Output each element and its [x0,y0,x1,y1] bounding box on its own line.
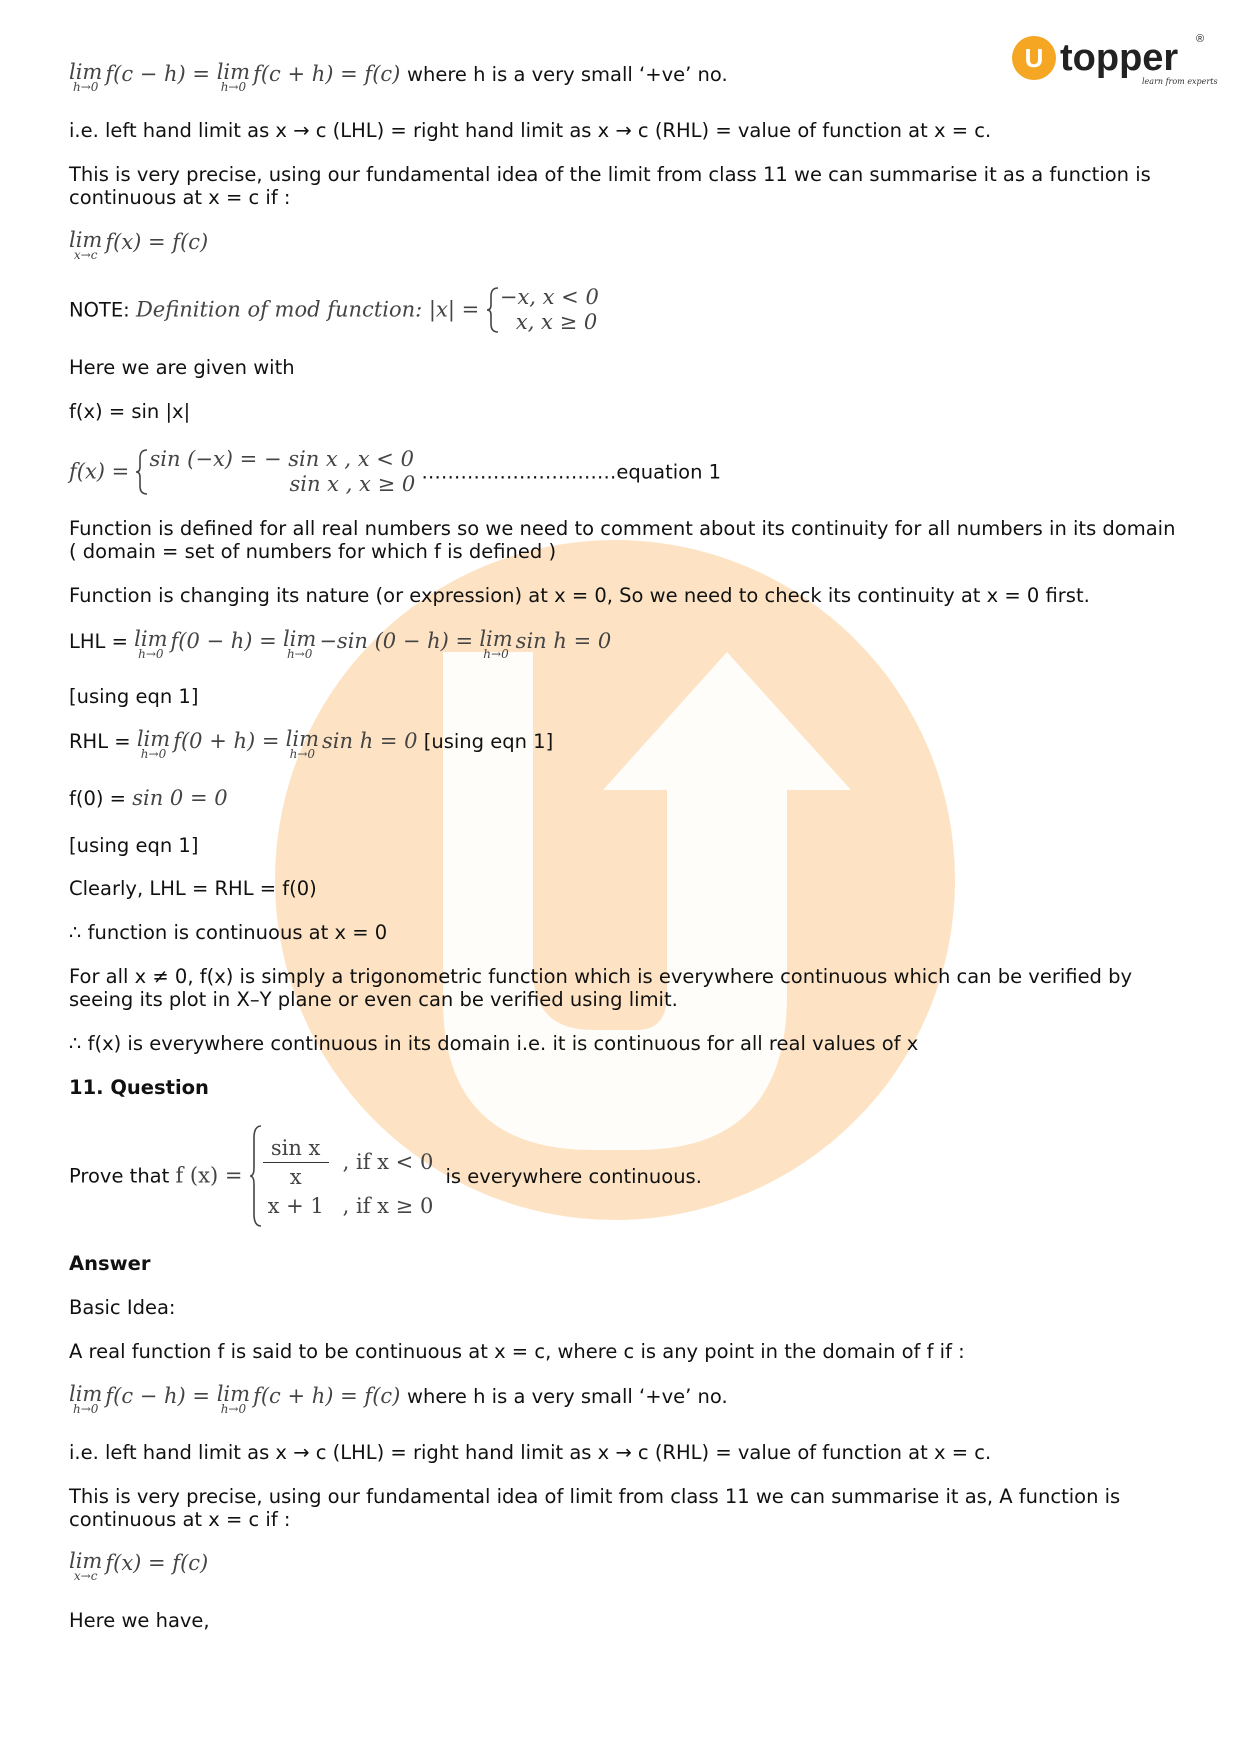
paragraph: A real function f is said to be continuous at x = c, where c is any point in the domain of f if : [69,1340,965,1363]
paragraph: Function is defined for all real numbers so we need to comment about its continuity for all numbers in its domain ( domain = set of numbers for which f is defined ) [69,517,1176,563]
paragraph: ∴ f(x) is everywhere continuous in its domain i.e. it is continuous for all real values of x [69,1032,919,1055]
equation-1: f(x) = sin (−x) = − sin x , x < 0 sin x , x ≥ 0 …………………………equation 1 [69,447,722,496]
limit-fx-equation: lim x→c f(x) = f(c) [69,228,209,262]
lhl-line: LHL = lim h→0 f(0 − h) = lim h→0 −sin (0 − h) = lim h→0 sin h = 0 [69,627,612,661]
paragraph: i.e. left hand limit as x → c (LHL) = right hand limit as x → c (RHL) = value of function at x = c. [69,119,992,142]
question-statement: Prove that f (x) = $\frac{\text{sin x}}{x}$ , if x < 0 x + 1 , if x ≥ 0 is everywhere continuous. [69,1124,1179,1228]
paragraph: i.e. left hand limit as x → c (LHL) = right hand limit as x → c (RHL) = value of function at x = c. [69,1441,992,1464]
left-brace-icon [249,1124,263,1228]
paragraph: This is very precise, using our fundamental idea of limit from class 11 we can summarise it as, A function is continuous at x = c if : [69,1485,1121,1531]
equation-label: …………………………equation 1 [421,460,722,484]
brand-logo [1012,30,1218,92]
limit-fx-equation: lim x→c f(x) = f(c) [69,1549,209,1583]
left-brace-icon [135,448,149,496]
question-heading: 11. Question [69,1076,209,1099]
paragraph: Here we are given with [69,356,295,379]
paragraph: This is very precise, using our fundamental idea of the limit from class 11 we can summarise it as a function is continuous at x = c if : [69,163,1151,209]
rhl-line: RHL = lim h→0 f(0 + h) = lim h→0 sin h = 0 [using eqn 1] [69,727,554,761]
paragraph: [using eqn 1] [69,834,199,857]
mod-definition: Definition of mod function: |x| = [135,297,480,322]
paragraph: For all x ≠ 0, f(x) is simply a trigonometric function which is everywhere continuous which can be verified by seeing its plot in X–Y plane or even can be verified using limit. [69,965,1133,1011]
paragraph: Function is changing its nature (or expression) at x = 0, So we need to check its continuity at x = 0 first. [69,584,1090,607]
logo-tagline: learn from experts [1142,77,1218,86]
f0-line: f(0) = sin 0 = 0 [69,786,228,810]
paragraph: [using eqn 1] [69,685,199,708]
logo-registered: ® [1196,33,1205,45]
limit-expression: lim h→0 f(c − h) = lim h→0 f(c + h) = f(c) [69,60,401,94]
logo-letter: U [1024,43,1044,73]
paragraph: ∴ function is continuous at x = 0 [69,921,388,944]
text: where h is a very small ‘+ve’ no. [407,63,728,86]
paragraph: f(x) = sin |x| [69,400,191,423]
answer-heading: Answer [69,1252,151,1275]
left-brace-icon [486,286,500,334]
note-mod-definition: NOTE: Definition of mod function: |x| = −x, x < 0 x, x ≥ 0 [69,285,599,334]
limit-expression: lim h→0 f(c − h) = lim h→0 f(c + h) = f(c) [69,1382,401,1416]
limit-definition-line: lim h→0 f(c − h) = lim h→0 f(c + h) = f(c) where h is a very small ‘+ve’ no. [69,1382,728,1416]
note-label: NOTE: [69,298,130,322]
paragraph: Basic Idea: [69,1296,176,1319]
paragraph: Here we have, [69,1609,210,1632]
logo-wordmark: topper [1060,37,1179,79]
paragraph: Clearly, LHL = RHL = f(0) [69,877,317,900]
